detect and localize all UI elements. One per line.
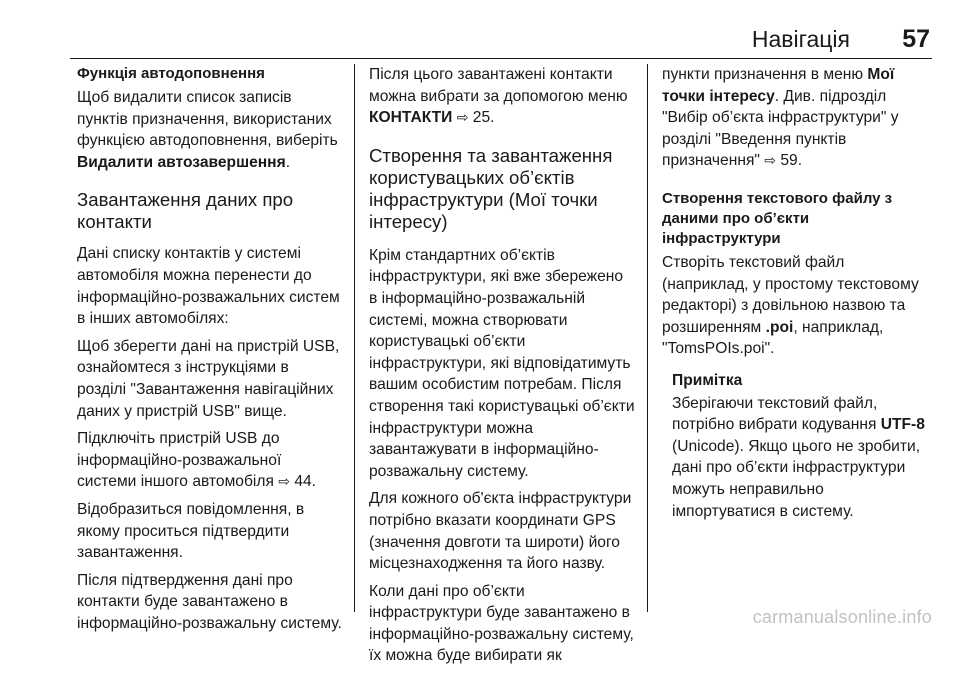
column-divider xyxy=(647,64,648,612)
page-reference-arrow-icon: ⇨ xyxy=(764,152,776,169)
subheading-text-file: Створення текстового файлу з даними про об’єкти інфраструктури xyxy=(662,189,893,247)
page-reference: 25 xyxy=(472,109,491,127)
page-number: 57 xyxy=(902,25,930,53)
file-extension: .poi xyxy=(765,318,794,336)
page-reference: 59 xyxy=(780,152,798,170)
note-text: Зберігаючи текстовий файл, потрібно вибрати кодування UTF-8 (Unicode). Якщо цього не зробити, дані про об’єкти інфраструктури можуть неправильно імпортуватися в систему. xyxy=(672,394,925,520)
heading-download-contacts: Завантаження даних про контакти xyxy=(77,189,294,233)
watermark: carmanualsonline.info xyxy=(752,607,932,627)
column-2 xyxy=(369,64,635,673)
column-1 xyxy=(77,64,342,640)
paragraph: Відобразиться повідомлення, в якому проситься підтвердити завантаження. xyxy=(77,500,305,562)
page-reference: 44 xyxy=(294,473,312,491)
paragraph: Для кожного об'єкта інфраструктури потрібно вказати координати GPS (значення довготи та широти) його місцезнаходження та його назву. xyxy=(369,490,632,573)
paragraph: Створіть текстовий файл (наприклад, у простому текстовому редакторі) з довільною назвою та розширенням .poi, наприклад, "TomsPOIs.poi". xyxy=(662,253,919,358)
paragraph: Щоб зберегти дані на пристрій USB, ознайомтеся з інструкціями в розділі "Завантаження навігаційних даних у пристрій USB" вище. xyxy=(77,337,340,420)
paragraph: Підключіть пристрій USB до інформаційно-розважальної системи іншого автомобіля ⇨ 44. xyxy=(77,430,317,491)
encoding-label: UTF-8 xyxy=(880,416,925,434)
column-divider xyxy=(354,64,355,612)
paragraph: Дані списку контактів у системі автомобіля можна перенести до інформаційно-розважальних систем в інших автомобілях: xyxy=(77,245,340,328)
paragraph: Після підтвердження дані про контакти буде завантажено в інформаційно-розважальну систему. xyxy=(77,571,342,632)
note-title: Примітка xyxy=(672,371,743,389)
paragraph: Щоб видалити список записів пунктів призначення, використаних функцією автодоповнення, виберіть Видалити автозавершення. xyxy=(77,89,338,171)
page-header xyxy=(70,22,932,59)
column-3 xyxy=(662,64,930,528)
paragraph: пункти призначення в меню Мої точки інтересу. Див. підрозділ "Вибір об’єкта інфраструктури" у розділі "Введення пунктів призначення" ⇨ 59. xyxy=(662,66,899,170)
menu-label: Видалити автозавершення xyxy=(77,153,286,171)
paragraph: Після цього завантажені контакти можна вибрати за допомогою меню КОНТАКТИ ⇨ 25. xyxy=(369,66,628,127)
heading-create-poi: Створення та завантаження користувацьких об’єктів інфраструктури (Мої точки інтересу) xyxy=(369,144,613,232)
menu-label: Мої точки інтересу xyxy=(662,66,895,105)
subheading-autocomplete: Функція автодоповнення xyxy=(77,65,265,82)
note-box xyxy=(672,370,930,522)
menu-label: КОНТАКТИ xyxy=(369,109,453,127)
page-reference-arrow-icon: ⇨ xyxy=(456,109,469,126)
page-reference-arrow-icon: ⇨ xyxy=(278,473,290,490)
section-title: Навігація xyxy=(751,26,850,52)
paragraph: Коли дані про об’єкти інфраструктури буде завантажено в інформаційно-розважальну систему, їх можна буде вибирати як xyxy=(369,582,634,665)
paragraph: Крім стандартних об’єктів інфраструктури, які вже збережено в інформаційно-розважальній системі, можна створювати користувацькі об’єкти інфраструктури, які відповідатимуть вашим особистим потребам. Після створення такі користувацькі об’єкти інфраструктури можна завантажувати в інформаційно-розважальну систему. xyxy=(369,246,635,480)
